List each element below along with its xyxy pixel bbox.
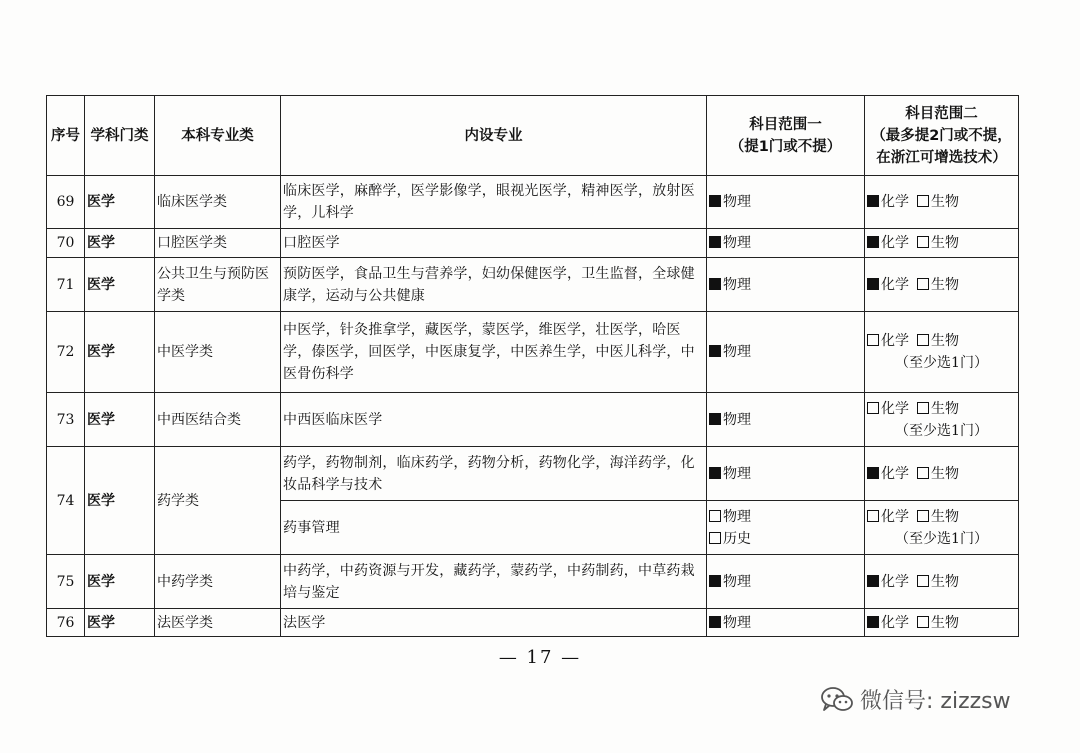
- row-major: 法医学类: [155, 609, 281, 637]
- checkbox-icon: [867, 616, 879, 628]
- row-no: 73: [47, 393, 85, 447]
- row-scope1: [707, 312, 865, 393]
- row-category: 医学: [85, 447, 155, 555]
- scope1-option: 物理: [709, 235, 751, 251]
- row-category: 医学: [85, 176, 155, 229]
- row-no: 69: [47, 176, 85, 229]
- scope2-option: 生物: [917, 333, 959, 349]
- row-inner-majors: 药学，药物制剂，临床药学，药物分析，药物化学，海洋药学，化妆品科学与技术: [281, 447, 707, 501]
- checkbox-icon: [917, 402, 929, 414]
- scope1-option: 历史: [709, 528, 862, 550]
- table-row: [47, 609, 1019, 637]
- header-scope1: [707, 96, 865, 176]
- scope2-option: 化学: [867, 574, 909, 590]
- scope2-option: 生物: [917, 401, 959, 417]
- scope2-option: 化学: [867, 235, 909, 251]
- row-no: 75: [47, 555, 85, 609]
- row-major: 口腔医学类: [155, 229, 281, 258]
- table-row: [47, 555, 1019, 609]
- table-row: [47, 229, 1019, 258]
- checkbox-icon: [709, 575, 721, 587]
- row-inner-majors: 中药学，中药资源与开发，藏药学，蒙药学，中药制药，中草药栽培与鉴定: [281, 555, 707, 609]
- row-scope2: [865, 393, 1019, 447]
- scope1-option: 物理: [709, 466, 751, 482]
- checkbox-icon: [709, 345, 721, 357]
- checkbox-icon: [709, 195, 721, 207]
- checkbox-icon: [917, 236, 929, 248]
- row-scope2: [865, 501, 1019, 555]
- row-scope1: [707, 393, 865, 447]
- checkbox-icon: [917, 278, 929, 290]
- row-major: 中医学类: [155, 312, 281, 393]
- checkbox-icon: [709, 616, 721, 628]
- watermark: [820, 684, 1011, 715]
- row-major: 中药学类: [155, 555, 281, 609]
- row-no: 70: [47, 229, 85, 258]
- row-scope2: [865, 447, 1019, 501]
- row-scope1: [707, 258, 865, 312]
- header-inner: 内设专业: [281, 96, 707, 176]
- row-scope1: [707, 501, 865, 555]
- checkbox-icon: [709, 510, 721, 522]
- checkbox-icon: [867, 510, 879, 522]
- header-scope2: [865, 96, 1019, 176]
- row-inner-majors: 中医学，针灸推拿学，藏医学，蒙医学，维医学，壮医学，哈医学，傣医学，回医学，中医康复学，中医养生学，中医儿科学，中医骨伤科学: [281, 312, 707, 393]
- row-category: 医学: [85, 258, 155, 312]
- scope2-option: 化学: [867, 509, 909, 525]
- row-scope1: [707, 609, 865, 637]
- checkbox-icon: [917, 195, 929, 207]
- scope2-option: 化学: [867, 615, 909, 631]
- checkbox-icon: [917, 467, 929, 479]
- checkbox-icon: [917, 616, 929, 628]
- checkbox-icon: [709, 413, 721, 425]
- checkbox-icon: [867, 236, 879, 248]
- scope2-option: 生物: [917, 615, 959, 631]
- table-row: [47, 258, 1019, 312]
- scope2-note: （至少选1门）: [895, 422, 988, 439]
- row-scope2: [865, 555, 1019, 609]
- checkbox-icon: [867, 575, 879, 587]
- watermark-text: 微信号: zizzsw: [860, 689, 1011, 714]
- row-scope2: [865, 176, 1019, 229]
- scope1-option: 物理: [709, 615, 751, 631]
- header-scope2-note1: （最多提2门或不提，: [871, 127, 1012, 144]
- scope1-option: 物理: [709, 277, 751, 293]
- row-category: 医学: [85, 609, 155, 637]
- scope2-option: 生物: [917, 574, 959, 590]
- row-category: 医学: [85, 229, 155, 258]
- scope2-option: 化学: [867, 277, 909, 293]
- header-scope2-note2: 在浙江可增选技术）: [876, 149, 1007, 166]
- row-inner-majors: 临床医学，麻醉学，医学影像学，眼视光医学，精神医学，放射医学，儿科学: [281, 176, 707, 229]
- row-inner-majors: 预防医学，食品卫生与营养学，妇幼保健医学，卫生监督，全球健康学，运动与公共健康: [281, 258, 707, 312]
- row-major: 药学类: [155, 447, 281, 555]
- row-scope2: [865, 258, 1019, 312]
- scope1-option: 物理: [709, 194, 751, 210]
- page-number: — 17 —: [498, 647, 582, 668]
- checkbox-icon: [709, 278, 721, 290]
- header-scope2-title: 科目范围二: [905, 105, 978, 122]
- row-category: 医学: [85, 555, 155, 609]
- header-category: 学科门类: [85, 96, 155, 176]
- row-scope2: [865, 609, 1019, 637]
- row-inner-majors: 法医学: [281, 609, 707, 637]
- scope2-note: （至少选1门）: [895, 530, 988, 547]
- row-inner-majors: 中西医临床医学: [281, 393, 707, 447]
- scope2-option: 生物: [917, 466, 959, 482]
- checkbox-icon: [917, 575, 929, 587]
- checkbox-icon: [709, 467, 721, 479]
- header-major: 本科专业类: [155, 96, 281, 176]
- checkbox-icon: [709, 236, 721, 248]
- scope2-option: 生物: [917, 235, 959, 251]
- row-no: 71: [47, 258, 85, 312]
- row-major: 临床医学类: [155, 176, 281, 229]
- scope2-option: 化学: [867, 333, 909, 349]
- scope2-option: 化学: [867, 401, 909, 417]
- scope2-option: 生物: [917, 509, 959, 525]
- checkbox-icon: [917, 334, 929, 346]
- checkbox-icon: [867, 278, 879, 290]
- row-major: 中西医结合类: [155, 393, 281, 447]
- scope2-option: 化学: [867, 466, 909, 482]
- header-no: 序号: [47, 96, 85, 176]
- checkbox-icon: [867, 334, 879, 346]
- table-row: [47, 393, 1019, 447]
- row-category: 医学: [85, 312, 155, 393]
- subject-requirements-table: [46, 95, 1019, 637]
- row-no: 72: [47, 312, 85, 393]
- scope2-option: 生物: [917, 194, 959, 210]
- scope1-option: 物理: [709, 412, 751, 428]
- row-scope2: [865, 229, 1019, 258]
- checkbox-icon: [867, 467, 879, 479]
- row-no: 76: [47, 609, 85, 637]
- scope1-option: 物理: [709, 574, 751, 590]
- row-scope1: [707, 229, 865, 258]
- table-row: [47, 176, 1019, 229]
- header-scope1-note: （提1门或不提）: [729, 138, 842, 155]
- scope2-option: 生物: [917, 277, 959, 293]
- table-header-row: [47, 96, 1019, 176]
- row-scope1: [707, 176, 865, 229]
- row-inner-majors: 口腔医学: [281, 229, 707, 258]
- row-scope1: [707, 555, 865, 609]
- row-category: 医学: [85, 393, 155, 447]
- row-scope2: [865, 312, 1019, 393]
- wechat-icon: [820, 685, 854, 715]
- scope2-option: 化学: [867, 194, 909, 210]
- row-scope1: [707, 447, 865, 501]
- header-scope1-title: 科目范围一: [749, 116, 822, 133]
- row-no: 74: [47, 447, 85, 555]
- scope1-option: 物理: [709, 506, 862, 528]
- row-major: 公共卫生与预防医学类: [155, 258, 281, 312]
- scope1-option: 物理: [709, 344, 751, 360]
- checkbox-icon: [709, 532, 721, 544]
- table-row: [47, 312, 1019, 393]
- checkbox-icon: [867, 402, 879, 414]
- checkbox-icon: [867, 195, 879, 207]
- row-inner-majors: 药事管理: [281, 501, 707, 555]
- scope2-note: （至少选1门）: [895, 355, 988, 371]
- table-row: [47, 447, 1019, 501]
- checkbox-icon: [917, 510, 929, 522]
